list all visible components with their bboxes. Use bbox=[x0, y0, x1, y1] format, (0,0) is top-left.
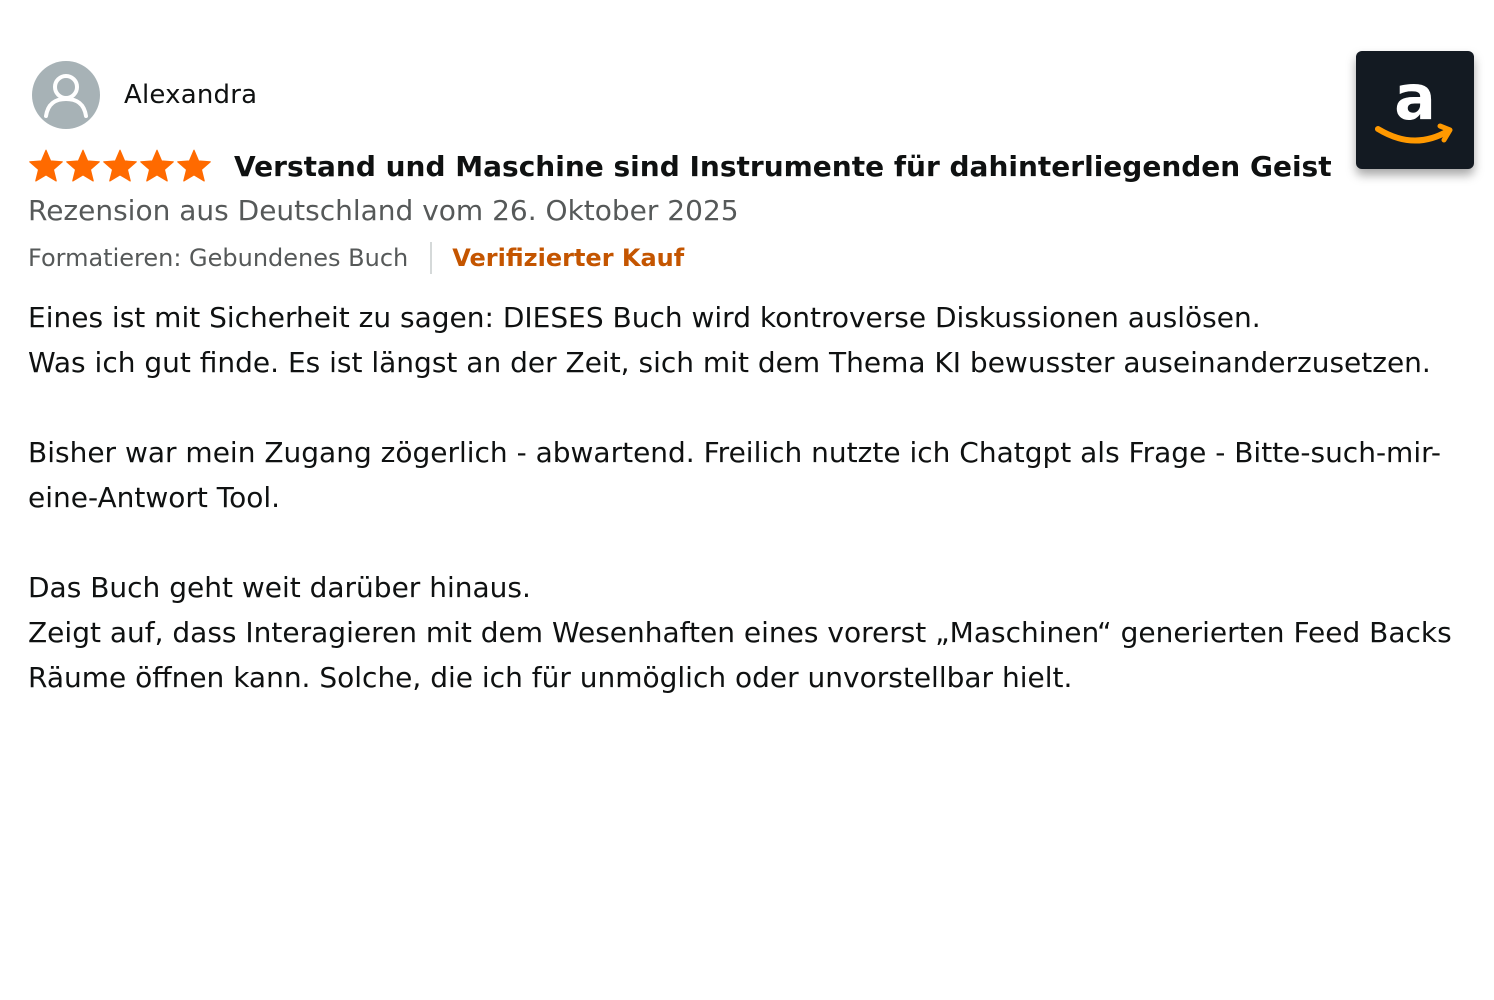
review-line: Eines ist mit Sicherheit zu sagen: DIESES Buch wird kontroverse Diskussionen auslösen. bbox=[28, 301, 1261, 334]
review-meta bbox=[28, 241, 1348, 275]
verified-purchase-badge: Verifizierter Kauf bbox=[452, 244, 685, 272]
amazon-logo bbox=[1356, 51, 1474, 169]
review-line: Was ich gut finde. Es ist längst an der Zeit, sich mit dem Thema KI bewusster auseinanderzusetzen. bbox=[28, 346, 1431, 379]
review-line: Zeigt auf, dass Interagieren mit dem Wesenhaften eines vorerst „Maschinen“ generierten Feed Backs bbox=[28, 616, 1452, 649]
review-paragraph bbox=[28, 565, 1476, 700]
reviewer-name[interactable]: Alexandra bbox=[124, 80, 258, 110]
star-rating[interactable] bbox=[28, 149, 212, 183]
review-title[interactable]: Verstand und Maschine sind Instrumente für dahinterliegenden Geist bbox=[234, 149, 1332, 183]
svg-text:a: a bbox=[1394, 61, 1436, 134]
rating-title-row bbox=[28, 146, 1348, 186]
star-icon bbox=[28, 149, 64, 183]
review-card bbox=[28, 60, 1452, 700]
review-line: Bisher war mein Zugang zögerlich - abwartend. Freilich nutzte ich Chatgpt als Frage - Bitte-such-mir- bbox=[28, 436, 1441, 469]
review-date: Rezension aus Deutschland vom 26. Oktober 2025 bbox=[28, 194, 739, 227]
review-line: Räume öffnen kann. Solche, die ich für unmöglich oder unvorstellbar hielt. bbox=[28, 661, 1073, 694]
avatar bbox=[32, 61, 100, 129]
star-icon bbox=[176, 149, 212, 183]
reviewer-profile[interactable] bbox=[32, 60, 1348, 130]
review-body bbox=[28, 295, 1476, 700]
review-paragraph bbox=[28, 295, 1476, 385]
amazon-logo-icon bbox=[1356, 51, 1474, 169]
meta-divider bbox=[430, 242, 432, 274]
review-line: Das Buch geht weit darüber hinaus. bbox=[28, 571, 531, 604]
star-icon bbox=[102, 149, 138, 183]
star-icon bbox=[65, 149, 101, 183]
user-avatar-icon bbox=[32, 61, 100, 129]
review-line: eine-Antwort Tool. bbox=[28, 481, 281, 514]
star-icon bbox=[139, 149, 175, 183]
format-label: Formatieren: Gebundenes Buch bbox=[28, 244, 409, 272]
review-paragraph bbox=[28, 430, 1476, 520]
